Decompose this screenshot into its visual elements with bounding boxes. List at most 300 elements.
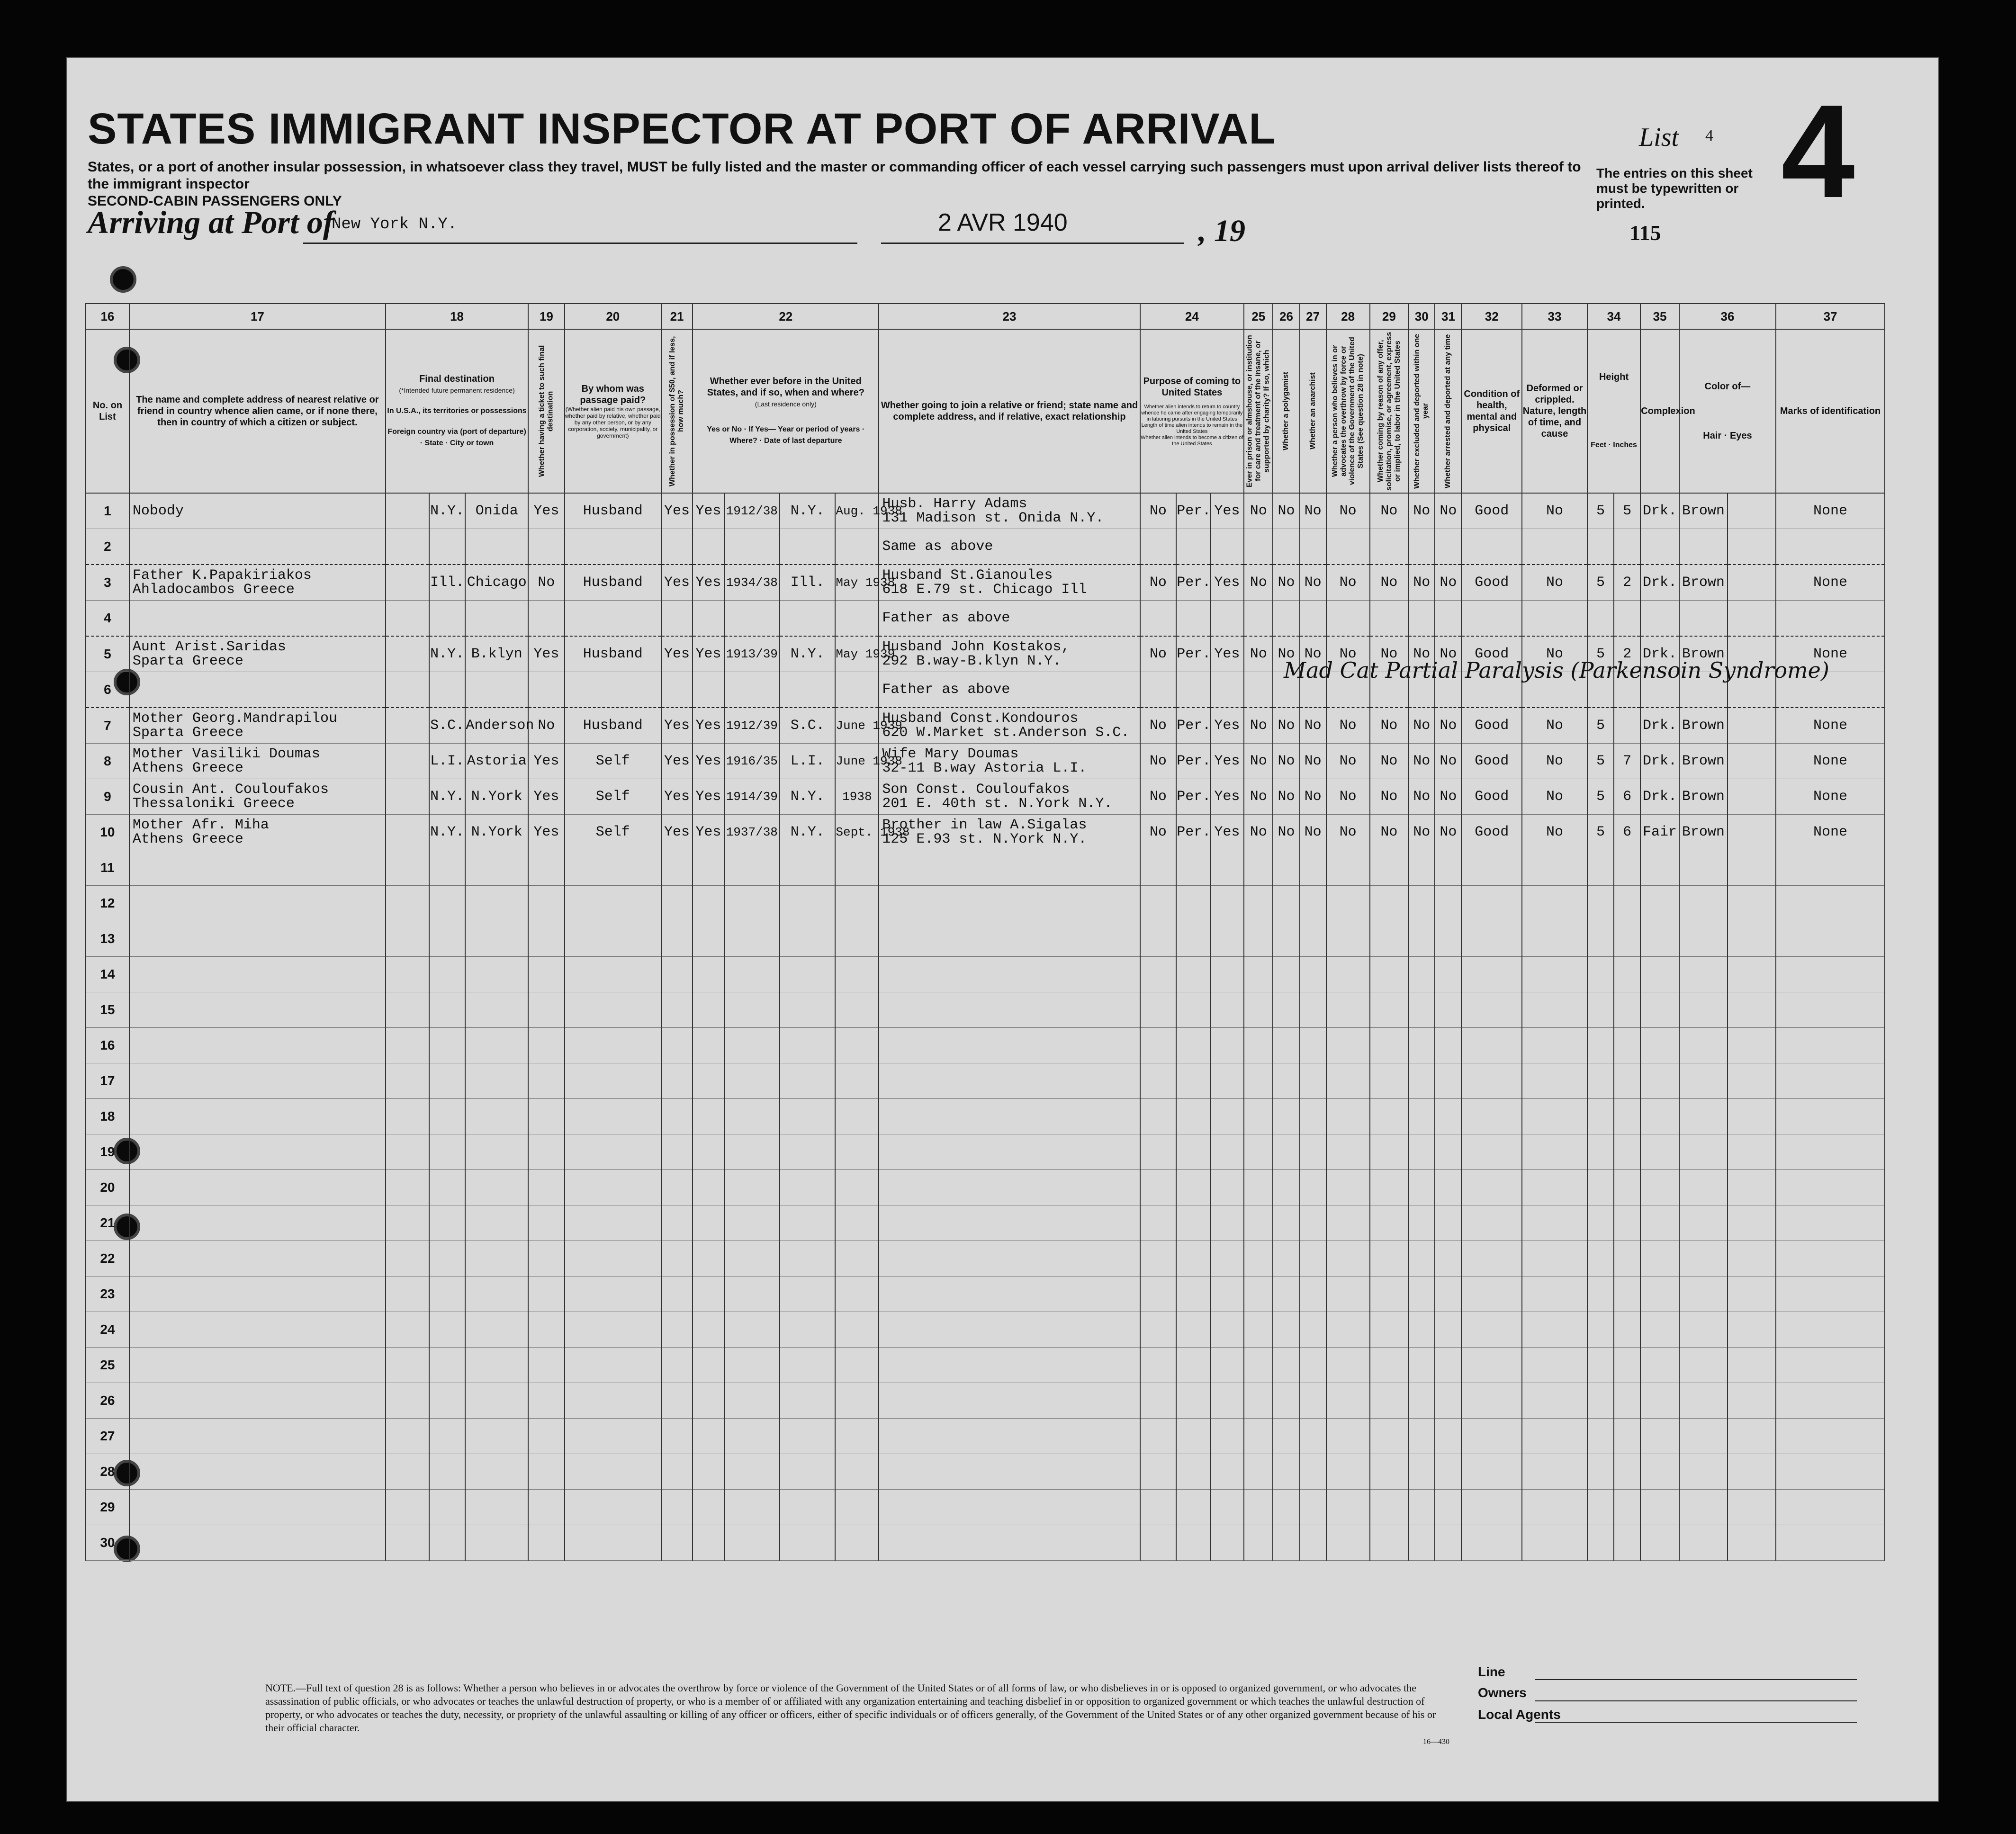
empty-cell[interactable] [1587, 1312, 1614, 1348]
empty-cell[interactable] [1300, 1028, 1326, 1063]
money-cell[interactable] [661, 672, 693, 708]
empty-cell[interactable] [1461, 1134, 1522, 1170]
relative-cell[interactable] [129, 744, 386, 779]
deformed-cell[interactable] [1522, 529, 1587, 565]
empty-cell[interactable] [386, 1134, 429, 1170]
prison-cell[interactable] [1244, 601, 1273, 637]
prison-cell[interactable]: No [1244, 708, 1273, 744]
years-cell[interactable]: 1914/39 [724, 779, 780, 815]
anarchist-cell[interactable]: No [1300, 636, 1326, 672]
empty-cell[interactable] [1522, 1348, 1587, 1383]
empty-cell[interactable] [429, 1490, 466, 1525]
prison-cell[interactable]: No [1244, 744, 1273, 779]
empty-cell[interactable] [1587, 1134, 1614, 1170]
empty-cell[interactable] [693, 1028, 724, 1063]
empty-cell[interactable] [1370, 957, 1409, 992]
empty-cell[interactable] [1614, 1525, 1640, 1561]
empty-cell[interactable] [1461, 1205, 1522, 1241]
empty-cell[interactable] [693, 1099, 724, 1134]
empty-cell[interactable] [661, 1028, 693, 1063]
years-cell[interactable]: 1916/35 [724, 744, 780, 779]
empty-cell[interactable] [429, 1312, 466, 1348]
empty-cell[interactable] [1370, 1383, 1409, 1419]
empty-cell[interactable] [1176, 957, 1210, 992]
ticket-cell[interactable]: Yes [528, 636, 565, 672]
empty-cell[interactable] [129, 957, 386, 992]
return-cell[interactable] [1140, 601, 1177, 637]
empty-cell[interactable] [429, 1205, 466, 1241]
empty-cell[interactable] [780, 1312, 835, 1348]
empty-cell[interactable] [1614, 992, 1640, 1028]
empty-cell[interactable] [386, 1241, 429, 1277]
q29-cell[interactable]: No [1370, 815, 1409, 850]
empty-cell[interactable] [1614, 1170, 1640, 1205]
empty-cell[interactable] [1435, 957, 1461, 992]
empty-cell[interactable] [1326, 921, 1370, 957]
empty-cell[interactable] [1461, 992, 1522, 1028]
empty-cell[interactable] [129, 1170, 386, 1205]
empty-cell[interactable] [835, 1490, 879, 1525]
eyes-cell[interactable] [1728, 601, 1776, 637]
empty-cell[interactable] [1244, 1419, 1273, 1454]
marks-cell[interactable]: None [1776, 708, 1885, 744]
empty-cell[interactable] [693, 1490, 724, 1525]
empty-cell[interactable] [1640, 1348, 1679, 1383]
citizen-cell[interactable]: Yes [1210, 636, 1244, 672]
last-departure-cell[interactable]: June 1938 [835, 744, 879, 779]
empty-cell[interactable] [1435, 1419, 1461, 1454]
health-cell[interactable]: Good [1461, 779, 1522, 815]
empty-cell[interactable] [1176, 1383, 1210, 1419]
empty-cell[interactable] [1300, 1063, 1326, 1099]
hair-cell[interactable]: Brown [1679, 636, 1728, 672]
empty-cell[interactable] [465, 1383, 528, 1419]
money-cell[interactable]: Yes [661, 744, 693, 779]
empty-cell[interactable] [1679, 1205, 1728, 1241]
empty-cell[interactable] [465, 886, 528, 921]
empty-cell[interactable] [835, 1348, 879, 1383]
empty-cell[interactable] [835, 850, 879, 886]
health-cell[interactable]: Good [1461, 636, 1522, 672]
empty-cell[interactable] [1614, 1241, 1640, 1277]
empty-cell[interactable] [1614, 957, 1640, 992]
city-cell[interactable] [465, 529, 528, 565]
years-cell[interactable] [724, 529, 780, 565]
empty-cell[interactable] [1408, 1205, 1435, 1241]
empty-cell[interactable] [1300, 1099, 1326, 1134]
ticket-cell[interactable] [528, 672, 565, 708]
empty-cell[interactable] [1326, 1170, 1370, 1205]
prison-cell[interactable]: No [1244, 779, 1273, 815]
empty-cell[interactable] [129, 850, 386, 886]
q29-cell[interactable]: No [1370, 565, 1409, 601]
foreign-port-cell[interactable] [386, 744, 429, 779]
empty-cell[interactable] [129, 1490, 386, 1525]
empty-cell[interactable] [1326, 1063, 1370, 1099]
health-cell[interactable]: Good [1461, 815, 1522, 850]
before-cell[interactable]: Yes [693, 815, 724, 850]
state-cell[interactable] [429, 601, 466, 637]
empty-cell[interactable] [1140, 1277, 1177, 1312]
eyes-cell[interactable] [1728, 779, 1776, 815]
deformed-cell[interactable]: No [1522, 744, 1587, 779]
before-cell[interactable]: Yes [693, 708, 724, 744]
empty-cell[interactable] [565, 850, 661, 886]
empty-cell[interactable] [465, 921, 528, 957]
empty-cell[interactable] [565, 1241, 661, 1277]
empty-cell[interactable] [1614, 921, 1640, 957]
empty-cell[interactable] [1300, 921, 1326, 957]
empty-cell[interactable] [835, 1419, 879, 1454]
relative-cell[interactable] [129, 493, 386, 529]
foreign-port-cell[interactable] [386, 708, 429, 744]
empty-cell[interactable] [1326, 1348, 1370, 1383]
return-cell[interactable]: No [1140, 708, 1177, 744]
empty-cell[interactable] [661, 1490, 693, 1525]
empty-cell[interactable] [1776, 992, 1885, 1028]
citizen-cell[interactable]: Yes [1210, 565, 1244, 601]
empty-cell[interactable] [1461, 1028, 1522, 1063]
citizen-cell[interactable]: Yes [1210, 744, 1244, 779]
empty-cell[interactable] [693, 850, 724, 886]
empty-cell[interactable] [1522, 1028, 1587, 1063]
empty-cell[interactable] [1273, 850, 1299, 886]
empty-cell[interactable] [1614, 1419, 1640, 1454]
marks-cell[interactable] [1776, 529, 1885, 565]
inches-cell[interactable]: 6 [1614, 815, 1640, 850]
q31-cell[interactable]: No [1435, 565, 1461, 601]
empty-cell[interactable] [1370, 1312, 1409, 1348]
empty-cell[interactable] [1587, 1525, 1614, 1561]
length-cell[interactable]: Per. [1176, 779, 1210, 815]
where-cell[interactable]: N.Y. [780, 815, 835, 850]
empty-cell[interactable] [1776, 1063, 1885, 1099]
where-cell[interactable]: L.I. [780, 744, 835, 779]
empty-cell[interactable] [1273, 886, 1299, 921]
empty-cell[interactable] [1300, 992, 1326, 1028]
q29-cell[interactable]: No [1370, 779, 1409, 815]
empty-cell[interactable] [1408, 1383, 1435, 1419]
empty-cell[interactable] [693, 1134, 724, 1170]
empty-cell[interactable] [1408, 1134, 1435, 1170]
empty-cell[interactable] [1435, 1454, 1461, 1490]
empty-cell[interactable] [1244, 1099, 1273, 1134]
empty-cell[interactable] [1435, 1383, 1461, 1419]
foreign-port-cell[interactable] [386, 636, 429, 672]
empty-cell[interactable] [1300, 1525, 1326, 1561]
complexion-cell[interactable]: Drk. [1640, 493, 1679, 529]
return-cell[interactable] [1140, 672, 1177, 708]
before-cell[interactable]: Yes [693, 565, 724, 601]
health-cell[interactable]: Good [1461, 744, 1522, 779]
empty-cell[interactable] [129, 992, 386, 1028]
empty-cell[interactable] [724, 957, 780, 992]
empty-cell[interactable] [1679, 1099, 1728, 1134]
empty-cell[interactable] [1728, 1454, 1776, 1490]
eyes-cell[interactable] [1728, 815, 1776, 850]
empty-cell[interactable] [1728, 1241, 1776, 1277]
length-cell[interactable]: Per. [1176, 636, 1210, 672]
empty-cell[interactable] [693, 1205, 724, 1241]
empty-cell[interactable] [1587, 1454, 1614, 1490]
empty-cell[interactable] [565, 886, 661, 921]
empty-cell[interactable] [1776, 1312, 1885, 1348]
hair-cell[interactable] [1679, 529, 1728, 565]
row-number[interactable]: 7 [86, 708, 129, 744]
empty-cell[interactable] [1370, 1205, 1409, 1241]
empty-cell[interactable] [1408, 1312, 1435, 1348]
q30-cell[interactable]: No [1408, 493, 1435, 529]
empty-cell[interactable] [386, 921, 429, 957]
empty-cell[interactable] [724, 1277, 780, 1312]
empty-cell[interactable] [1326, 1277, 1370, 1312]
empty-cell[interactable] [1326, 1312, 1370, 1348]
empty-cell[interactable] [1408, 1454, 1435, 1490]
empty-cell[interactable] [1461, 1383, 1522, 1419]
empty-cell[interactable] [879, 1205, 1140, 1241]
empty-cell[interactable] [1679, 1454, 1728, 1490]
empty-cell[interactable] [835, 1312, 879, 1348]
empty-cell[interactable] [879, 992, 1140, 1028]
empty-cell[interactable] [1587, 1277, 1614, 1312]
state-cell[interactable]: N.Y. [429, 815, 466, 850]
owners-signature[interactable] [1535, 1700, 1857, 1701]
empty-cell[interactable] [528, 1028, 565, 1063]
empty-cell[interactable] [1679, 1383, 1728, 1419]
polygamist-cell[interactable] [1273, 529, 1299, 565]
empty-cell[interactable] [1522, 850, 1587, 886]
empty-cell[interactable] [1461, 850, 1522, 886]
state-cell[interactable]: Ill. [429, 565, 466, 601]
before-cell[interactable] [693, 601, 724, 637]
feet-cell[interactable] [1587, 529, 1614, 565]
empty-cell[interactable] [1776, 921, 1885, 957]
empty-cell[interactable] [835, 886, 879, 921]
paid-by-cell[interactable]: Husband [565, 708, 661, 744]
empty-cell[interactable] [1679, 886, 1728, 921]
join-relative-cell[interactable] [879, 493, 1140, 529]
empty-cell[interactable] [1640, 1312, 1679, 1348]
hair-cell[interactable]: Brown [1679, 565, 1728, 601]
empty-cell[interactable] [1728, 1419, 1776, 1454]
citizen-cell[interactable]: Yes [1210, 815, 1244, 850]
empty-cell[interactable] [1522, 886, 1587, 921]
empty-cell[interactable] [724, 992, 780, 1028]
empty-cell[interactable] [1461, 957, 1522, 992]
complexion-cell[interactable]: Drk. [1640, 779, 1679, 815]
empty-cell[interactable] [1370, 850, 1409, 886]
marks-cell[interactable]: None [1776, 815, 1885, 850]
inches-cell[interactable]: 6 [1614, 779, 1640, 815]
q28-cell[interactable]: No [1326, 708, 1370, 744]
empty-cell[interactable] [429, 1419, 466, 1454]
empty-cell[interactable] [661, 1419, 693, 1454]
empty-cell[interactable] [661, 957, 693, 992]
empty-cell[interactable] [528, 1383, 565, 1419]
empty-cell[interactable] [1140, 886, 1177, 921]
empty-cell[interactable] [1679, 1419, 1728, 1454]
empty-cell[interactable] [1587, 1205, 1614, 1241]
empty-cell[interactable] [1326, 1134, 1370, 1170]
empty-cell[interactable] [1408, 992, 1435, 1028]
empty-cell[interactable] [835, 1099, 879, 1134]
before-cell[interactable]: Yes [693, 636, 724, 672]
return-cell[interactable]: No [1140, 779, 1177, 815]
empty-cell[interactable] [1273, 1490, 1299, 1525]
relative-cell[interactable] [129, 672, 386, 708]
citizen-cell[interactable] [1210, 529, 1244, 565]
empty-cell[interactable] [1326, 850, 1370, 886]
hair-cell[interactable]: Brown [1679, 744, 1728, 779]
q30-cell[interactable]: No [1408, 708, 1435, 744]
foreign-port-cell[interactable] [386, 529, 429, 565]
q31-cell[interactable]: No [1435, 493, 1461, 529]
join-relative-cell[interactable] [879, 565, 1140, 601]
empty-cell[interactable] [429, 1099, 466, 1134]
join-relative-cell[interactable] [879, 529, 1140, 565]
empty-cell[interactable] [1273, 1241, 1299, 1277]
empty-cell[interactable] [1140, 850, 1177, 886]
city-cell[interactable] [465, 601, 528, 637]
empty-cell[interactable] [1273, 1205, 1299, 1241]
empty-cell[interactable] [1210, 1277, 1244, 1312]
empty-cell[interactable] [1728, 1348, 1776, 1383]
empty-cell[interactable] [1728, 1134, 1776, 1170]
empty-cell[interactable] [129, 1454, 386, 1490]
empty-cell[interactable] [465, 1241, 528, 1277]
empty-cell[interactable] [528, 1205, 565, 1241]
row-number[interactable]: 9 [86, 779, 129, 815]
empty-cell[interactable] [429, 886, 466, 921]
empty-cell[interactable] [1244, 1277, 1273, 1312]
money-cell[interactable]: Yes [661, 779, 693, 815]
empty-cell[interactable] [1273, 921, 1299, 957]
empty-cell[interactable] [1408, 921, 1435, 957]
marks-cell[interactable]: None [1776, 493, 1885, 529]
empty-cell[interactable] [1176, 1454, 1210, 1490]
empty-cell[interactable] [1210, 1099, 1244, 1134]
empty-cell[interactable] [465, 1134, 528, 1170]
empty-cell[interactable] [465, 992, 528, 1028]
row-number[interactable]: 10 [86, 815, 129, 850]
state-cell[interactable]: L.I. [429, 744, 466, 779]
empty-cell[interactable] [1640, 1028, 1679, 1063]
empty-cell[interactable] [661, 1205, 693, 1241]
empty-cell[interactable] [879, 1170, 1140, 1205]
empty-cell[interactable] [879, 1241, 1140, 1277]
anarchist-cell[interactable]: No [1300, 708, 1326, 744]
empty-cell[interactable] [528, 1134, 565, 1170]
empty-cell[interactable] [879, 886, 1140, 921]
empty-cell[interactable] [1408, 1490, 1435, 1525]
join-relative-cell[interactable] [879, 815, 1140, 850]
empty-cell[interactable] [1140, 1454, 1177, 1490]
empty-cell[interactable] [429, 1063, 466, 1099]
health-cell[interactable] [1461, 529, 1522, 565]
empty-cell[interactable] [1640, 886, 1679, 921]
inches-cell[interactable]: 5 [1614, 493, 1640, 529]
years-cell[interactable] [724, 601, 780, 637]
empty-cell[interactable] [1587, 1241, 1614, 1277]
empty-cell[interactable] [1461, 1241, 1522, 1277]
years-cell[interactable] [724, 672, 780, 708]
eyes-cell[interactable] [1728, 708, 1776, 744]
empty-cell[interactable] [1244, 1454, 1273, 1490]
foreign-port-cell[interactable] [386, 601, 429, 637]
empty-cell[interactable] [835, 1028, 879, 1063]
empty-cell[interactable] [1244, 1063, 1273, 1099]
empty-cell[interactable] [693, 1383, 724, 1419]
empty-cell[interactable] [1614, 1205, 1640, 1241]
empty-cell[interactable] [386, 1063, 429, 1099]
join-relative-cell[interactable] [879, 672, 1140, 708]
empty-cell[interactable] [1300, 1312, 1326, 1348]
complexion-cell[interactable] [1640, 529, 1679, 565]
empty-cell[interactable] [780, 1170, 835, 1205]
empty-cell[interactable] [1300, 1490, 1326, 1525]
empty-cell[interactable] [1614, 1134, 1640, 1170]
relative-cell[interactable] [129, 708, 386, 744]
empty-cell[interactable] [1273, 1277, 1299, 1312]
empty-cell[interactable] [1776, 1205, 1885, 1241]
empty-cell[interactable] [1273, 1063, 1299, 1099]
last-departure-cell[interactable] [835, 529, 879, 565]
empty-cell[interactable] [429, 1454, 466, 1490]
empty-cell[interactable] [1408, 1419, 1435, 1454]
hair-cell[interactable]: Brown [1679, 779, 1728, 815]
q30-cell[interactable] [1408, 529, 1435, 565]
marks-cell[interactable] [1776, 601, 1885, 637]
relative-cell[interactable] [129, 601, 386, 637]
empty-cell[interactable] [1587, 1063, 1614, 1099]
empty-cell[interactable] [429, 921, 466, 957]
empty-cell[interactable] [1273, 1170, 1299, 1205]
empty-cell[interactable] [1273, 1312, 1299, 1348]
empty-cell[interactable] [1300, 1419, 1326, 1454]
empty-cell[interactable] [693, 1170, 724, 1205]
last-departure-cell[interactable] [835, 601, 879, 637]
empty-cell[interactable] [835, 1063, 879, 1099]
prison-cell[interactable] [1244, 529, 1273, 565]
empty-cell[interactable] [780, 1205, 835, 1241]
join-relative-cell[interactable] [879, 601, 1140, 637]
row-number[interactable]: 6 [86, 672, 129, 708]
empty-cell[interactable] [724, 1348, 780, 1383]
empty-cell[interactable] [1300, 1170, 1326, 1205]
empty-cell[interactable] [1679, 957, 1728, 992]
ticket-cell[interactable] [528, 601, 565, 637]
return-cell[interactable]: No [1140, 636, 1177, 672]
empty-cell[interactable] [1210, 850, 1244, 886]
empty-cell[interactable] [386, 1170, 429, 1205]
empty-cell[interactable] [386, 1454, 429, 1490]
empty-cell[interactable] [1776, 886, 1885, 921]
empty-cell[interactable] [1435, 1312, 1461, 1348]
empty-cell[interactable] [780, 992, 835, 1028]
empty-cell[interactable] [1370, 1419, 1409, 1454]
empty-cell[interactable] [1679, 1063, 1728, 1099]
empty-cell[interactable] [661, 886, 693, 921]
ticket-cell[interactable]: Yes [528, 779, 565, 815]
empty-cell[interactable] [1176, 1099, 1210, 1134]
empty-cell[interactable] [1140, 1490, 1177, 1525]
empty-cell[interactable] [528, 1241, 565, 1277]
empty-cell[interactable] [1408, 1099, 1435, 1134]
empty-cell[interactable] [1326, 1454, 1370, 1490]
empty-cell[interactable] [1300, 1134, 1326, 1170]
empty-cell[interactable] [1176, 1028, 1210, 1063]
where-cell[interactable]: S.C. [780, 708, 835, 744]
